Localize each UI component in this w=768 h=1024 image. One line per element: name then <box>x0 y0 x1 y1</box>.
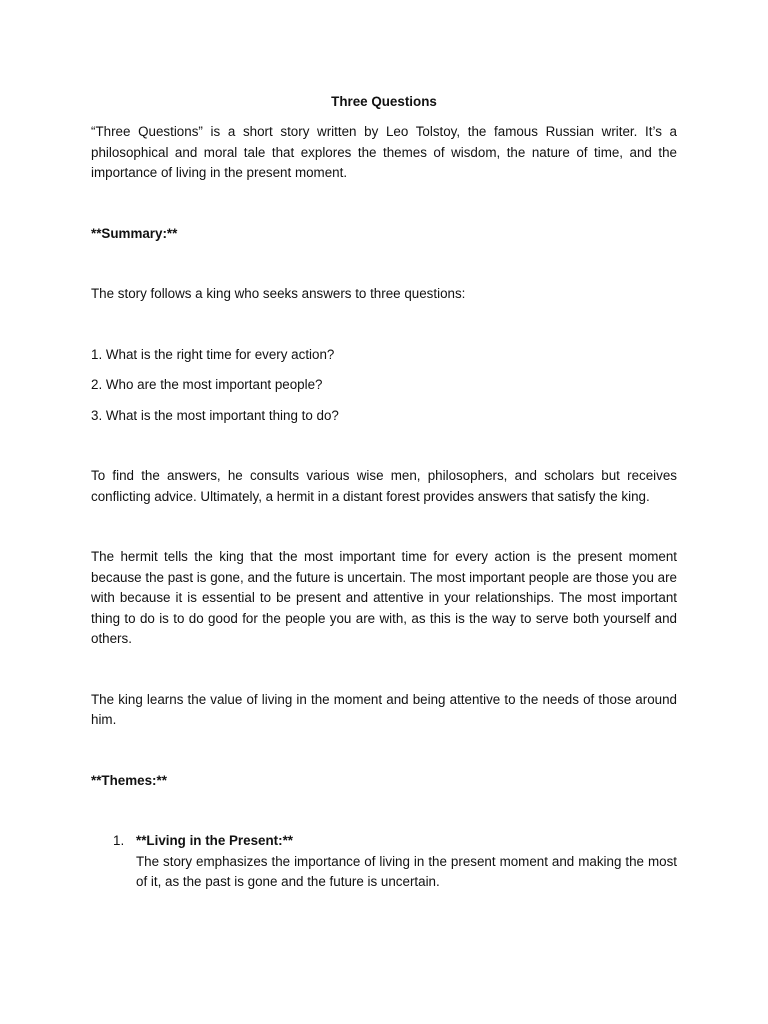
question-item: 1. What is the right time for every action? <box>91 346 335 362</box>
theme-body: The story emphasizes the importance of living in the present moment and making the most of it, as the past is gone and the future is uncertain. <box>136 853 677 889</box>
themes-heading: **Themes:** <box>91 772 167 788</box>
summary-intro: The story follows a king who seeks answers to three questions: <box>91 286 466 301</box>
body-paragraph: To find the answers, he consults various wise men, philosophers, and scholars but receives conflicting advice. Ultimately, a hermit in a distant forest provides answers that satisfy the king. <box>91 468 677 504</box>
body-paragraph: The king learns the value of living in the moment and being attentive to the needs of those around him. <box>91 691 677 727</box>
body-paragraph: The hermit tells the king that the most important time for every action is the present moment because the past is gone, and the future is uncertain. The most important people are those you are with because it is essential to be present and attentive in your relationships. The most important thing to do is to do good for the people you are with, as this is the way to serve both yourself and others. <box>91 549 677 646</box>
questions-list <box>91 345 677 427</box>
summary-heading: **Summary:** <box>91 225 178 241</box>
document-page <box>91 92 677 893</box>
document-title: Three Questions <box>331 94 437 109</box>
themes-list <box>91 831 677 893</box>
question-item: 2. Who are the most important people? <box>91 377 323 392</box>
question-item: 3. What is the most important thing to do? <box>91 407 339 423</box>
theme-title: **Living in the Present:** <box>136 833 294 848</box>
theme-item <box>91 831 677 893</box>
theme-number: 1. <box>113 833 125 848</box>
intro-paragraph: “Three Questions” is a short story written by Leo Tolstoy, the famous Russian writer. It’s a philosophical and moral tale that explores the themes of wisdom, the nature of time, and the importance of living in the present moment. <box>91 124 677 180</box>
